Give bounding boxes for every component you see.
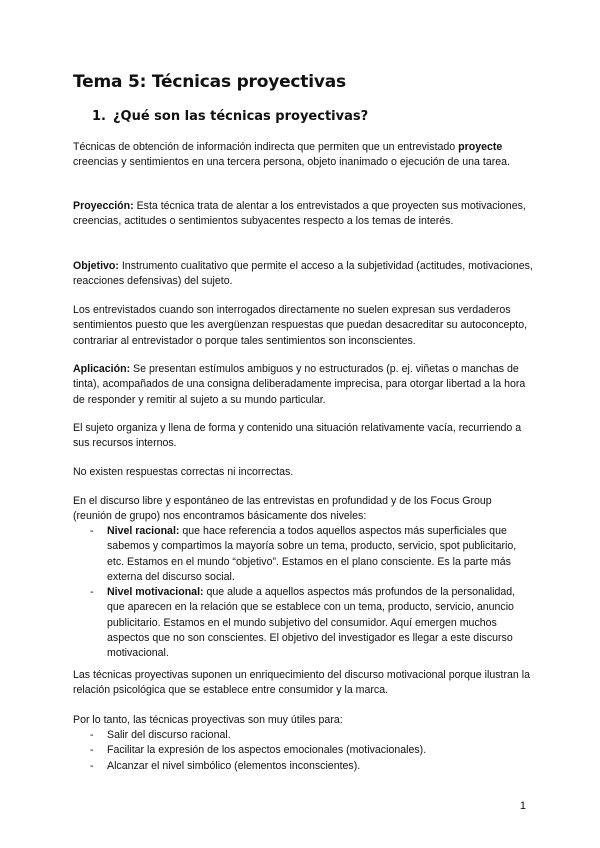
entrevistados-paragraph: Los entrevistados cuando son interrogados directamente no suelen expresan sus verdaderos sentimientos puesto que les avergüenzan respuestas que puedan desacreditar su autoconcepto, contrariar al entrevistador o porque tales sentimientos son inconscientes. bbox=[73, 304, 528, 347]
list-item: - Nivel racional: que hace referencia a todos aquellos aspectos más superficiales que sabemos y compartimos la mayoría sobre un tema, producto, servicio, spot publicitario, etc. Estamos en el mundo “objetivo”. Estamos en el plano consciente. Es la parte más externa del discurso social. bbox=[73, 524, 533, 585]
intro-paragraph: Técnicas de obtención de información indirecta que permiten que un entrevistado proyecte creencias y sentimientos en una tercera persona, objeto inanimado o ejecución de una tarea. bbox=[73, 141, 510, 169]
utiles-list bbox=[73, 728, 533, 774]
page-title: Tema 5: Técnicas proyectivas bbox=[73, 72, 346, 92]
objetivo-paragraph: Objetivo: Instrumento cualitativo que permite el acceso a la subjetividad (actitudes, motivaciones, reacciones defensivas) del sujeto. bbox=[73, 260, 533, 288]
niveles-list bbox=[73, 524, 533, 662]
list-item: - Alcanzar el nivel simbólico (elementos inconscientes). bbox=[73, 759, 533, 774]
section-heading bbox=[92, 109, 368, 124]
aplicacion-paragraph: Aplicación: Se presentan estímulos ambiguos y no estructurados (p. ej. viñetas o manchas de tinta), acompañados de una consigna deliberadamente imprecisa, para otorgar libertad a la hora de responder y remitir al sujeto a su mundo particular. bbox=[73, 363, 526, 406]
sujeto-paragraph: El sujeto organiza y llena de forma y contenido una situación relativamente vacía, recurriendo a sus recursos internos. bbox=[73, 422, 522, 450]
list-item: - Nivel motivacional: que alude a aquellos aspectos más profundos de la personalidad, que aparecen en la relación que se establece con un tema, producto, servicio, anuncio publicitario. Estamos en el mundo subjetivo del consumidor. Aquí emergen muchos aspectos que no son conscientes. El objetivo del investigador es llegar a este discurso motivacional. bbox=[73, 585, 533, 661]
proyeccion-paragraph: Proyección: Esta técnica trata de alentar a los entrevistados a que proyecten sus motivaciones, creencias, actitudes o sentimientos subyacentes respecto a los temas de interés. bbox=[73, 200, 526, 228]
section-title: ¿Qué son las técnicas proyectivas? bbox=[112, 109, 369, 124]
proyeccion-label: Proyección: bbox=[73, 200, 134, 212]
objetivo-label: Objetivo: bbox=[73, 260, 119, 272]
intro-bold-word: proyecte bbox=[458, 141, 503, 153]
list-item: - Facilitar la expresión de los aspectos emocionales (motivacionales). bbox=[73, 743, 533, 758]
list-item: - Salir del discurso racional. bbox=[73, 728, 533, 743]
utiles-intro-paragraph: Por lo tanto, las técnicas proyectivas son muy útiles para: bbox=[73, 714, 343, 726]
section-number: 1. bbox=[92, 109, 106, 124]
enriquecimiento-paragraph: Las técnicas proyectivas suponen un enriquecimiento del discurso motivacional porque ilustran la relación psicológica que se establece entre consumidor y la marca. bbox=[73, 669, 530, 697]
discurso-paragraph: En el discurso libre y espontáneo de las entrevistas en profundidad y de los Focus Group (reunión de grupo) nos encontramos básicamente dos niveles: bbox=[73, 495, 492, 523]
page-number: 1 bbox=[519, 800, 526, 812]
aplicacion-label: Aplicación: bbox=[73, 363, 131, 375]
respuestas-paragraph: No existen respuestas correctas ni incorrectas. bbox=[73, 466, 294, 478]
